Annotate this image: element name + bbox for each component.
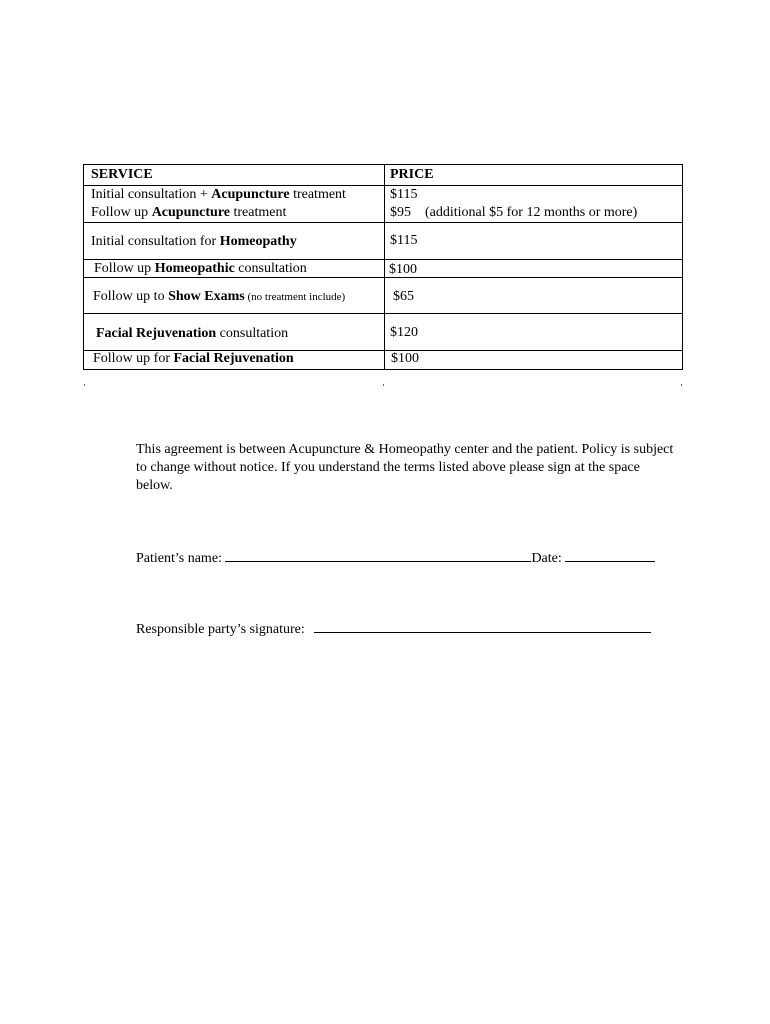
price-cell: $65 <box>393 289 414 304</box>
service-cell: Initial consultation for Homeopathy <box>91 234 297 249</box>
service-cell: Follow up Acupuncture treatment <box>91 205 287 220</box>
table-edge-mark <box>84 384 85 386</box>
service-cell: Follow up Homeopathic consultation <box>94 261 307 276</box>
patient-name-field[interactable] <box>225 549 531 562</box>
responsible-signature-field[interactable] <box>314 620 651 633</box>
service-cell: Initial consultation + Acupuncture treatment <box>91 187 346 202</box>
agreement-text: This agreement is between Acupuncture & Homeopathy center and the patient. Policy is subject to change without notice. If you understand the terms listed above please sign at the space below. <box>136 442 674 493</box>
row-divider <box>84 277 682 278</box>
header-service: SERVICE <box>91 167 153 182</box>
patient-name-line <box>136 549 655 568</box>
price-cell: $100 <box>391 351 419 366</box>
service-cell: Follow up to Show Exams (no treatment include) <box>93 289 346 304</box>
price-cell: $100 <box>389 262 417 277</box>
patient-name-label: Patient’s name: <box>136 551 222 566</box>
service-cell: Facial Rejuvenation consultation <box>96 326 289 341</box>
column-divider <box>384 165 385 369</box>
table-edge-mark <box>681 384 682 386</box>
price-cell: $115 <box>390 233 418 248</box>
row-divider <box>84 222 682 223</box>
responsible-signature-label: Responsible party’s signature: <box>136 622 305 637</box>
price-table <box>83 164 683 370</box>
price-cell: $120 <box>390 325 418 340</box>
header-price: PRICE <box>390 167 434 182</box>
service-cell: Follow up for Facial Rejuvenation <box>93 351 294 366</box>
date-field[interactable] <box>565 549 655 562</box>
price-note: (additional $5 for 12 months or more) <box>425 205 638 220</box>
row-divider <box>84 313 682 314</box>
signature-line <box>136 620 651 639</box>
price-cell: $115 <box>390 187 418 202</box>
table-edge-mark <box>383 384 384 386</box>
price-cell: $95 (additional $5 for 12 months or more) <box>390 205 638 220</box>
date-label: Date: <box>531 551 562 566</box>
